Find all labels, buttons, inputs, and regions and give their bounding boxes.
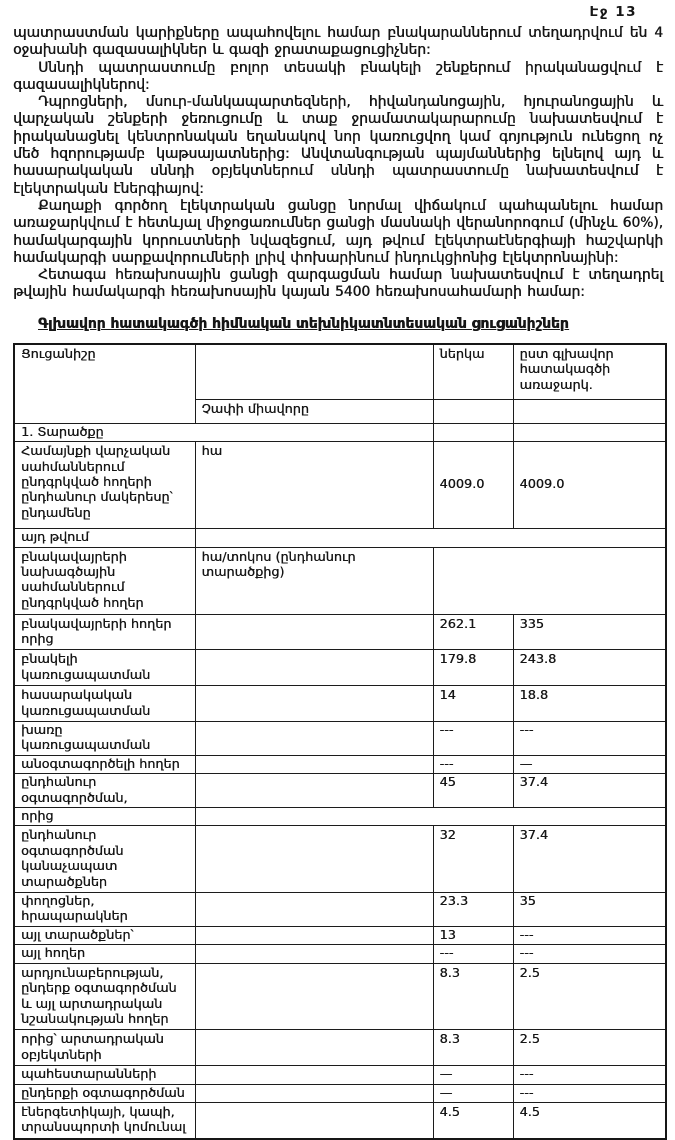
- header-unit: Չափի միավորը: [195, 399, 433, 423]
- row-proposed: 37.4: [513, 826, 666, 893]
- header-empty: [433, 399, 513, 423]
- table-row: [14, 529, 666, 547]
- row-label: արդյունաբերության, ընդերք օգտագործման և այլ արտադրական նշանակության հողեր: [14, 963, 195, 1030]
- row-proposed: 4009.0: [513, 442, 666, 529]
- table-row: [14, 442, 666, 529]
- row-empty: [195, 808, 666, 826]
- row-proposed: —: [513, 755, 666, 773]
- row-label: բնակավայրերի հողեր որից: [14, 614, 195, 650]
- paragraph: Դպրոցների, մսուր-մանկապարտեզների, հիվանդանոցային, հյուրանոցային և վարչական շենքերի ջեռուցումը և տաք ջրամատակարարումը նախատեսվում է իրականացնել կենտրոնական եղանակով նոր կառուցվող կամ գոյություն ունեցող ոչ մեծ հզորությամբ կաթսայատներից: Անվտանգության պայմաններից ելնելով այդ և հասարակական սննդի օբյեկտներում սննդի պատրաստումը նախատեսվում է էլեկտրական էներգիայով:: [13, 94, 663, 197]
- row-label: անօգտագործելի հողեր: [14, 755, 195, 773]
- section-heading: Գլխավոր հատակագծի հիմնական տեխնիկատնտեսական ցուցանիշներ: [38, 315, 569, 332]
- table-row: [14, 893, 666, 927]
- paragraph: Հետագա հեռախոսային ցանցի զարգացման համար նախատեսվում է տեղադրել թվային համակարգի հեռախոսային կայան 5400 հեռախոսահամարի համար:: [13, 267, 663, 301]
- row-label: բնակավայրերի նախագծային սահմաններում ընդգրկված հողեր: [14, 547, 195, 614]
- row-label: բնակելի կառուցապատման: [14, 650, 195, 686]
- row-label: 1. Տարածքը: [14, 423, 433, 441]
- row-proposed: [513, 423, 666, 441]
- row-proposed: 18.8: [513, 686, 666, 722]
- row-label: այլ տարածքներ՝: [14, 926, 195, 944]
- row-unit: [195, 755, 433, 773]
- row-unit: [195, 722, 433, 756]
- row-current: ---: [433, 945, 513, 963]
- row-proposed: 37.4: [513, 774, 666, 808]
- row-unit: [195, 1102, 433, 1138]
- row-unit: [195, 614, 433, 650]
- row-proposed: ---: [513, 1084, 666, 1102]
- row-current: [433, 423, 513, 441]
- table-row: [14, 1102, 666, 1138]
- row-label: այլ հողեր: [14, 945, 195, 963]
- row-current: —: [433, 1084, 513, 1102]
- row-current: 8.3: [433, 1030, 513, 1066]
- table-row: [14, 722, 666, 756]
- row-label: ընդհանուր օգտագործման կանաչապատ տարածքներ: [14, 826, 195, 893]
- row-empty: [195, 529, 666, 547]
- body-text: [13, 25, 663, 302]
- row-current: 8.3: [433, 963, 513, 1030]
- page-number: Էջ 13: [589, 4, 637, 20]
- paragraph: Սննդի պատրաստումը բոլոր տեսակի բնակելի շենքերում իրականացվում է գազասալիկներով:: [13, 59, 663, 93]
- row-empty: [433, 547, 666, 614]
- row-unit: [195, 826, 433, 893]
- row-proposed: ---: [513, 1066, 666, 1084]
- row-current: —: [433, 1066, 513, 1084]
- table-row: [14, 650, 666, 686]
- row-unit: [195, 774, 433, 808]
- row-proposed: ---: [513, 926, 666, 944]
- row-label: ընդհանուր օգտագործման,: [14, 774, 195, 808]
- row-label: որից՝ արտադրական օբյեկտների: [14, 1030, 195, 1066]
- table-row: [14, 1066, 666, 1084]
- row-proposed: 335: [513, 614, 666, 650]
- table-row: [14, 1030, 666, 1066]
- table-row: [14, 963, 666, 1030]
- table-row: [14, 755, 666, 773]
- paragraph: Քաղաքի գործող էլեկտրական ցանցը նորմալ վիճակում պահպանելու համար առաջարկվում է հետևյալ միջոցառումներ ցանցի մասնակի վերանորոգում (մինչև 60%), համակարգային կորուստների նվազեցում, այդ թվում էլեկտրաէներգիայի հաշվարկի համակարգի սարքավորումների լրիվ փոխարինում ինդուկցիոնից էլեկտրոնայինի:: [13, 197, 663, 266]
- table-row: [14, 686, 666, 722]
- row-current: 13: [433, 926, 513, 944]
- row-proposed: 2.5: [513, 1030, 666, 1066]
- header-indicator: Ցուցանիշը: [14, 344, 195, 424]
- table-row: [14, 614, 666, 650]
- row-current: 262.1: [433, 614, 513, 650]
- table-row: [14, 547, 666, 614]
- row-unit: հա: [195, 442, 433, 529]
- indicators-table: [13, 343, 667, 1140]
- row-current: 179.8: [433, 650, 513, 686]
- row-proposed: 2.5: [513, 963, 666, 1030]
- row-current: 32: [433, 826, 513, 893]
- row-current: 4009.0: [433, 442, 513, 529]
- row-label: հասարակական կառուցապատման: [14, 686, 195, 722]
- row-label: փողոցներ, հրապարակներ: [14, 893, 195, 927]
- row-current: ---: [433, 722, 513, 756]
- row-current: 4.5: [433, 1102, 513, 1138]
- table-header-row: [14, 344, 666, 400]
- row-unit: հա/տոկոս (ընդհանուր տարածքից): [195, 547, 433, 614]
- row-label: ընդերքի օգտագործման: [14, 1084, 195, 1102]
- row-label: այդ թվում: [14, 529, 195, 547]
- row-unit: [195, 686, 433, 722]
- row-label: պահեստարանների: [14, 1066, 195, 1084]
- row-label: որից: [14, 808, 195, 826]
- paragraph: պատրաստման կարիքները ապահովելու համար բնակարաններում տեղադրվում են 4 օջախանի գազասալիկներ և գազի ջրատաքացուցիչներ:: [13, 25, 663, 59]
- row-current: 45: [433, 774, 513, 808]
- table-row: [14, 808, 666, 826]
- header-empty: [513, 399, 666, 423]
- row-proposed: ---: [513, 722, 666, 756]
- row-label: էներգետիկայի, կապի, տրանսպորտի կոմունալ: [14, 1102, 195, 1138]
- row-current: 14: [433, 686, 513, 722]
- row-label: Համայնքի վարչական սահմաններում ընդգրկված հողերի ընդհանուր մակերեսը՝ ընդամենը: [14, 442, 195, 529]
- row-proposed: 243.8: [513, 650, 666, 686]
- row-proposed: 4.5: [513, 1102, 666, 1138]
- row-unit: [195, 893, 433, 927]
- row-proposed: ---: [513, 945, 666, 963]
- row-unit: [195, 945, 433, 963]
- table-row: [14, 926, 666, 944]
- table-row: [14, 826, 666, 893]
- row-unit: [195, 1084, 433, 1102]
- row-unit: [195, 963, 433, 1030]
- table-row: [14, 1084, 666, 1102]
- row-label: խառը կառուցապատման: [14, 722, 195, 756]
- header-empty: [195, 344, 433, 400]
- table-row: [14, 423, 666, 441]
- row-proposed: 35: [513, 893, 666, 927]
- table-row: [14, 774, 666, 808]
- row-unit: [195, 926, 433, 944]
- row-unit: [195, 1030, 433, 1066]
- row-current: 23.3: [433, 893, 513, 927]
- row-current: ---: [433, 755, 513, 773]
- table-row: [14, 945, 666, 963]
- row-unit: [195, 650, 433, 686]
- row-unit: [195, 1066, 433, 1084]
- header-proposed: ըստ գլխավոր հատակագծի առաջարկ.: [513, 344, 666, 400]
- header-current: ներկա: [433, 344, 513, 400]
